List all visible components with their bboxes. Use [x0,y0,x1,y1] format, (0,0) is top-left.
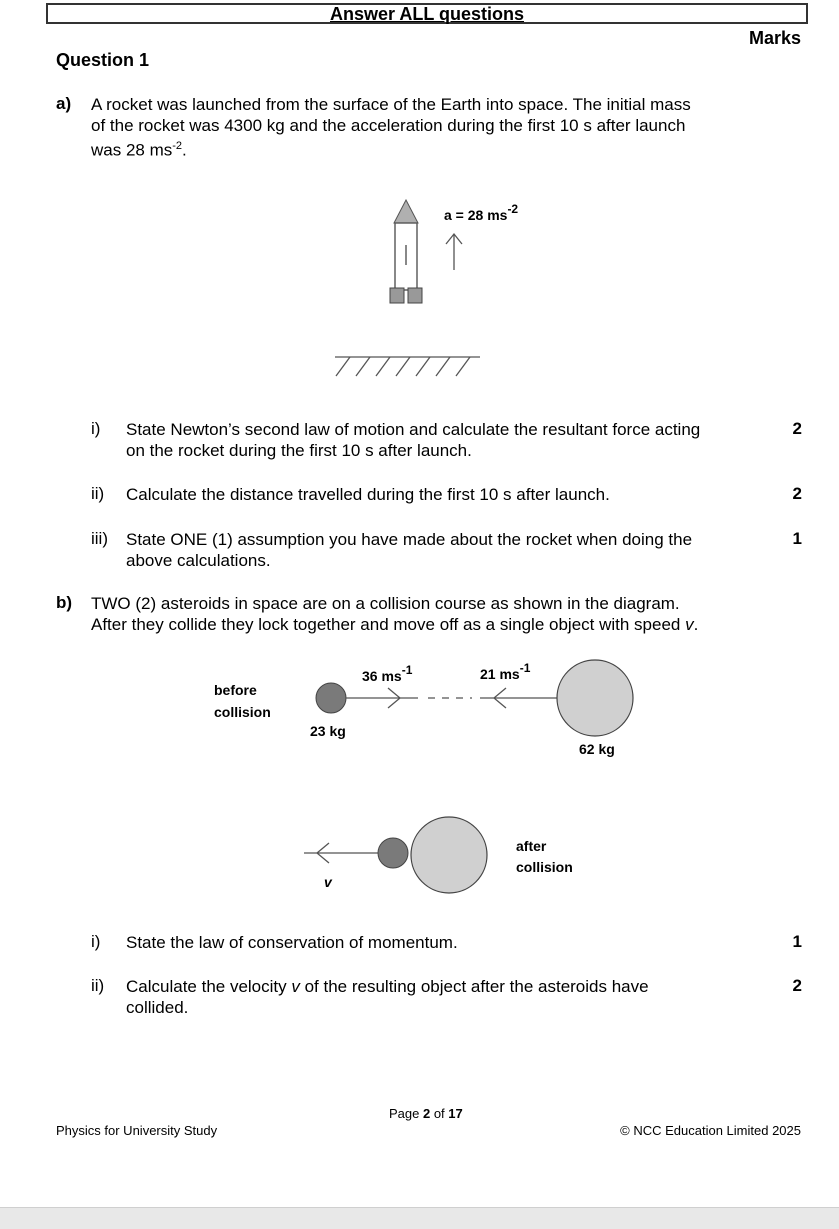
part-a-text [91,94,781,161]
rocket-nose [394,200,418,223]
large-asteroid-velocity-label: 21 ms-1 [480,661,531,682]
page-number: Page 2 of 17 [389,1106,463,1121]
marks-column-heading: Marks [748,28,801,48]
combined-small-asteroid [378,838,408,868]
ground-hatching [336,357,470,376]
part-b-i-number: i) [91,932,101,951]
part-a-ii-text: Calculate the distance travelled during the first 10 s after launch. [126,485,610,504]
part-b-line-2: After they collide they lock together and move off as a single object with speed v. [91,615,699,634]
acceleration-label: a = 28 ms-2 [444,202,519,223]
part-a-i-number: i) [91,419,101,438]
rocket-diagram [320,190,540,385]
small-asteroid [316,683,346,713]
part-b-ii-number: ii) [91,976,105,995]
part-b-text [91,593,791,635]
combined-velocity-label: v [324,874,332,890]
part-a-iii-marks: 1 [792,529,802,548]
part-a-label: a) [56,94,72,113]
part-a-iii-number: iii) [91,529,108,548]
large-asteroid-mass-label: 62 kg [579,741,615,757]
small-asteroid-mass-label: 23 kg [310,723,346,739]
part-b-ii-text: Calculate the velocity v of the resulting object after the asteroids have collided. [126,977,649,1017]
part-b-label: b) [56,593,73,612]
instructions-header [46,3,808,24]
before-label-line-2: collision [214,704,271,720]
footer-copyright: © NCC Education Limited 2025 [620,1123,801,1138]
part-a-i-marks: 2 [792,419,802,438]
rocket-engine-right [408,288,422,303]
part-b-line-1: TWO (2) asteroids in space are on a collision course as shown in the diagram. [91,594,680,613]
question-title: Question 1 [56,50,150,70]
viewer-bottom-bar [0,1207,839,1229]
after-label-line-1: after [516,838,547,854]
large-asteroid [557,660,633,736]
before-collision-diagram [200,655,650,765]
combined-large-asteroid [411,817,487,893]
rocket-engine-left [390,288,404,303]
part-a-line-3: was 28 $ms^{-2}$. [91,140,187,160]
part-a-line-1: A rocket was launched from the surface of the Earth into space. The initial mass [91,95,691,114]
part-a-line-2: of the rocket was 4300 kg and the acceleration during the first 10 s after launch [91,116,686,135]
part-a-ii-marks: 2 [792,484,802,503]
part-a-i-text: State Newton’s second law of motion and calculate the resultant force acting on the rocket during the first 10 s after launch. [126,420,701,460]
part-a-iii-text: State ONE (1) assumption you have made about the rocket when doing the above calculations. [126,530,693,570]
before-label-line-1: before [214,682,257,698]
part-b-i-marks: 1 [792,932,802,951]
after-collision-diagram [300,812,600,897]
part-a-ii-number: ii) [91,484,105,503]
after-label-line-2: collision [516,859,573,875]
footer-course-name: Physics for University Study [56,1123,218,1138]
part-b-ii-marks: 2 [792,976,802,995]
small-asteroid-velocity-label: 36 ms-1 [362,663,413,684]
instructions-title: Answer ALL questions [329,4,525,24]
part-b-i-text: State the law of conservation of momentum. [126,933,458,952]
